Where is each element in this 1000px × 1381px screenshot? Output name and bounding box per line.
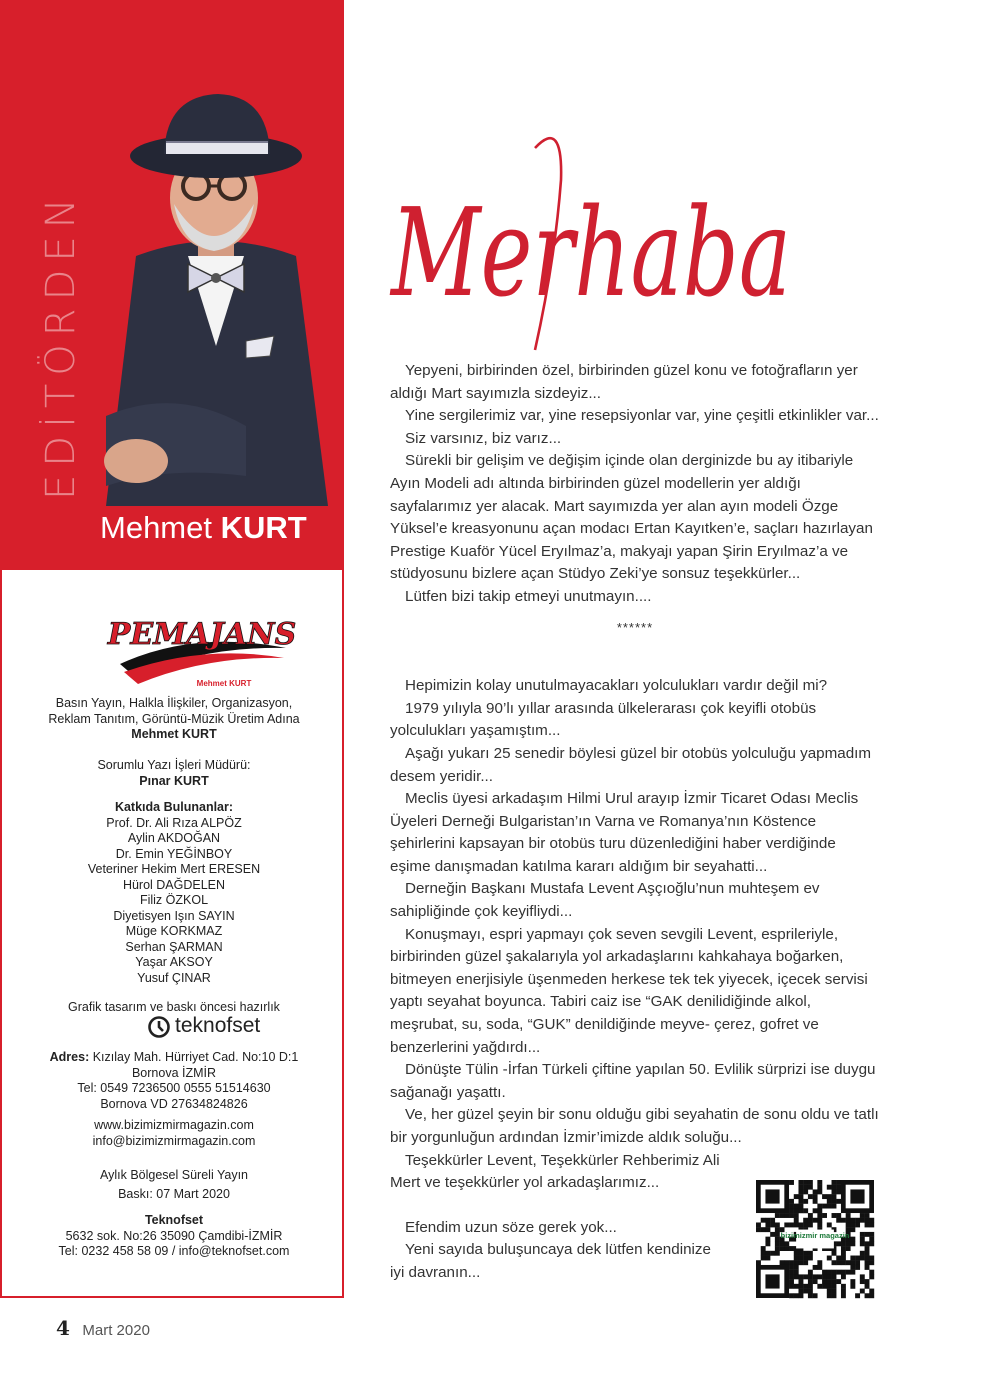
qr-finder [850,1189,864,1203]
editor-name [100,510,307,546]
contributor: Dr. Emin YEĞİNBOY [115,846,233,861]
teknofset-wordmark: teknofset [175,1014,261,1037]
contributors-label: Katkıda Bulunanlar: [114,800,234,814]
editor-last-name: KURT [220,510,307,545]
teknofset-icon [147,1015,171,1039]
tax-line: Bornova VD 27634824826 [100,1096,248,1111]
section-separator: ****** [616,619,654,635]
contributor: Filiz ÖZKOL [139,893,209,907]
article-heading [385,120,805,370]
publication-block [2,1166,346,1204]
address-line [2,1050,346,1066]
paragraph: Derneğin Başkanı Mustafa Levent Aşçıoğlu’nun muhteşem ev sahipliğinde çok keyifliydi... [390,880,820,921]
qr-finder [765,1274,779,1288]
managing-editor-name: Pınar KURT [139,773,209,788]
contributor: Müge KORKMAZ [125,924,223,938]
paragraph: Meclis üyesi arkadaşım Hilmi Urul arayıp İzmir Ticaret Odası Meclis Üyeleri Derneği Bulgaristan’ın Varna ve Romanya’nın Köstence şehirlerini kapsayan bir otobüs turu düzenlediğini haber verdiğinde eşime danışmadan katılma kararı aldığım bir seyahatti... [390,790,859,875]
publisher-block [2,696,346,743]
contact-block [2,1118,346,1149]
pemajans-logo [107,600,297,690]
address-text: Kızılay Mah. Hürriyet Cad. No:10 D:1 [92,1050,299,1064]
paragraph: Sürekli bir gelişim ve değişim içinde olan derginizde bu ay itibariyle Ayın Modeli adı altında birbirinden güzel modellerin yer aldığı sayfalarımız yer alacak. Mart sayımızda yer alan ayın modeli Özge Yüksel’e kreasyonunu açan modacı Ertan Kayıtken’e, saçları hazırlayan Prestige Kuaför Yücel Eryılmaz’a, makyajı yapan Şirin Eryılmaz’a ve stüdyosunu bizlere açan Stüdyo Zeki’ye sonsuz teşekkürler... [390,452,873,583]
publisher-line: Basın Yayın, Halkla İlişkiler, Organizasyon, [55,696,293,710]
paragraph: Teşekkürler Levent, Teşekkürler Rehberimiz Ali Mert ve teşekkürler yol arkadaşlarımız... [390,1151,720,1192]
editor-header-panel [0,0,344,570]
qr-finder [765,1189,779,1203]
printer-name: Teknofset [144,1213,204,1227]
paragraph: Ve, her güzel şeyin bir sonu olduğu gibi seyahatin de sonu oldu ve tatlı bir yorgunluğun ardından İzmir’imizde aldık soluğu... [390,1106,879,1146]
design-label: Grafik tasarım ve baskı öncesi hazırlık [68,1000,280,1014]
paragraph: Efendim uzun söze gerek yok... [405,1218,617,1236]
issue-date: Mart 2020 [82,1322,150,1339]
article-body [390,360,880,1285]
paragraph: Yeni sayıda buluşuncaya dek lütfen kendinize iyi davranın... [390,1241,711,1281]
logo-brand: PEMAJANS [107,617,297,652]
page-footer [56,1316,150,1340]
logo-owner: Mehmet KURT [196,679,252,688]
contributor: Yusuf ÇINAR [137,970,211,985]
printer-block [2,1213,346,1260]
address-label: Adres: [49,1050,90,1064]
qr-caption: bizimizmir magazin [780,1231,850,1240]
contributor: Aylin AKDOĞAN [127,831,221,845]
paragraph: Yepyeni, birbirinden özel, birbirinden güzel konu ve fotoğrafların yer aldığı Mart sayımızla sizdeyiz... [390,362,858,402]
contributor: Serhan ŞARMAN [125,939,223,954]
email-link[interactable]: info@bizimizmirmagazin.com [92,1133,256,1148]
paragraph: Siz varsınız, biz varız... [405,429,562,447]
contributor: Hürol DAĞDELEN [122,877,226,892]
page-number: 4 [56,1316,70,1340]
publication-type: Aylık Bölgesel Süreli Yayın [100,1168,248,1182]
paragraph: Konuşmayı, espri yapmayı çok seven sevgili Levent, esprileriyle, birbirinden güzel şakalarıyla yol arkadaşlarını kahkahaya boğarken, bitmeyen enerjisiyle üşenmeden herkese tek tek yiyecek, içecek servisi yaptı seyahat boyunca. Tabiri caiz ise “GAK denilidiğinde alkol, meşrubat, su, soda, “GUK” denildiğinde meyve- çerez, gofret ve benzerlerini yağdırdı... [390,925,868,1056]
paragraph: Aşağı yukarı 25 senedir böylesi güzel bir otobüs yolculuğu yapmadım desem yeridir... [390,744,872,785]
publisher-line: Reklam Tanıtım, Görüntü-Müzik Üretim Adına [48,711,300,726]
editor-portrait [96,86,336,506]
paragraph: Dönüşte Tülin -İrfan Türkeli çiftine yapılan 50. Evlilik sürprizi ise duygu sağanağı yaşattı. [390,1061,876,1101]
paragraph: Lütfen bizi takip etmeyi unutmayın.... [405,587,652,605]
address-block [2,1050,346,1112]
heading-text: Merhaba [389,182,791,324]
managing-editor-block [2,758,346,789]
managing-editor-label: Sorumlu Yazı İşleri Müdürü: [97,758,251,772]
section-label: EDİTÖRDEN [38,190,84,500]
paragraph: 1979 yılıyla 90’lı yıllar arasında ülkelerarası çok keyifli otobüs yolculukları yaşamıştım... [390,699,817,740]
publisher-name: Mehmet KURT [131,727,217,741]
contributors-block [2,800,346,986]
phone-line: Tel: 0549 7236500 0555 51514630 [77,1081,271,1095]
print-date: Baskı: 07 Mart 2020 [118,1187,230,1201]
teknofset-logo [147,1014,261,1040]
qr-code[interactable] [756,1180,874,1298]
contributor: Yaşar AKSOY [135,955,213,969]
contributor: Diyetisyen Işın SAYIN [113,908,235,923]
printer-contact: Tel: 0232 458 58 09 / info@teknofset.com [58,1244,290,1258]
editor-first-name: Mehmet [100,510,212,545]
contributor: Veteriner Hekim Mert ERESEN [87,862,261,876]
printer-address: 5632 sok. No:26 35090 Çamdibi-İZMİR [65,1228,283,1243]
website-link[interactable]: www.bizimizmirmagazin.com [94,1118,254,1132]
masthead-box [0,570,344,1298]
contributor: Prof. Dr. Ali Rıza ALPÖZ [106,815,242,830]
address-line: Bornova İZMİR [131,1065,217,1080]
paragraph: Hepimizin kolay unutulmayacakları yolculukları vardır değil mi? [405,677,828,695]
paragraph: Yine sergilerimiz var, yine resepsiyonlar var, yine çeşitli etkinlikler var... [405,407,879,425]
